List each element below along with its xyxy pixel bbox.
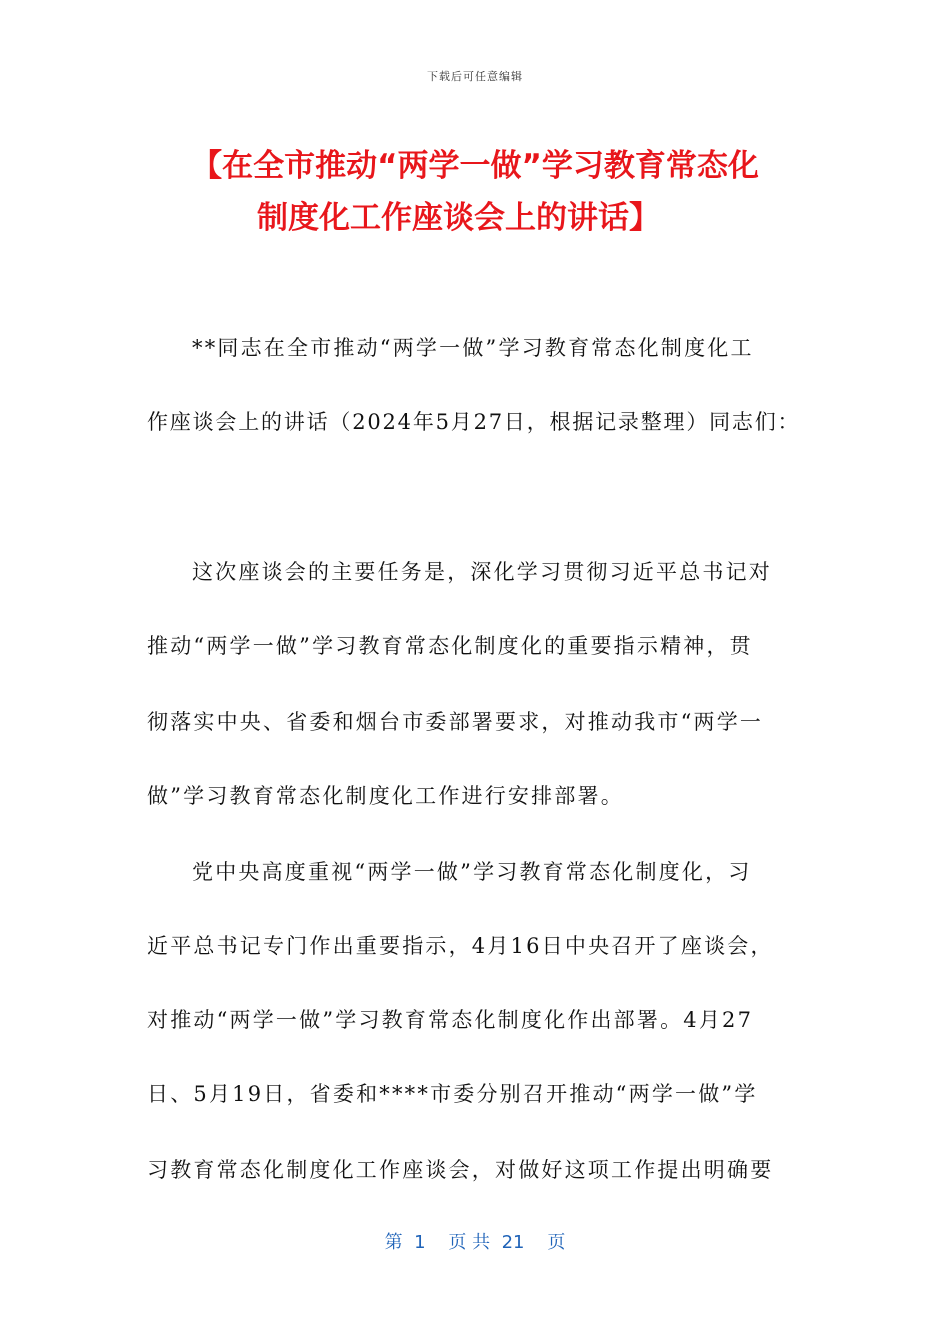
body-line: **同志在全市推动“两学一做”学习教育常态化制度化工 [192, 336, 754, 360]
body-line: 习教育常态化制度化工作座谈会，对做好这项工作提出明确要 [147, 1158, 774, 1182]
body-line: 彻落实中央、省委和烟台市委部署要求，对推动我市“两学一 [147, 710, 764, 734]
body-line: 做”学习教育常态化制度化工作进行安排部署。 [147, 784, 624, 808]
body-line: 党中央高度重视“两学一做”学习教育常态化制度化，习 [192, 860, 752, 884]
body-line: 作座谈会上的讲话（2024年5月27日，根据记录整理）同志们： [147, 410, 801, 434]
body-line: 这次座谈会的主要任务是，深化学习贯彻习近平总书记对 [192, 560, 772, 584]
body-line: 对推动“两学一做”学习教育常态化制度化作出部署。4月27 [147, 1008, 754, 1032]
body-line: 近平总书记专门作出重要指示，4月16日中央召开了座谈会， [147, 934, 774, 958]
header-note: 下载后可任意编辑 [427, 70, 523, 83]
document-title [0, 140, 950, 244]
title-line-1: 【在全市推动“两学一做”学习教育常态化 [191, 148, 759, 184]
title-line-2: 制度化工作座谈会上的讲话】 [257, 200, 660, 236]
body-line: 推动“两学一做”学习教育常态化制度化的重要指示精神，贯 [147, 634, 753, 658]
page-number-footer: 第 1 页 共 21 页 [384, 1232, 566, 1253]
body-line: 日、5月19日，省委和****市委分别召开推动“两学一做”学 [147, 1082, 758, 1106]
